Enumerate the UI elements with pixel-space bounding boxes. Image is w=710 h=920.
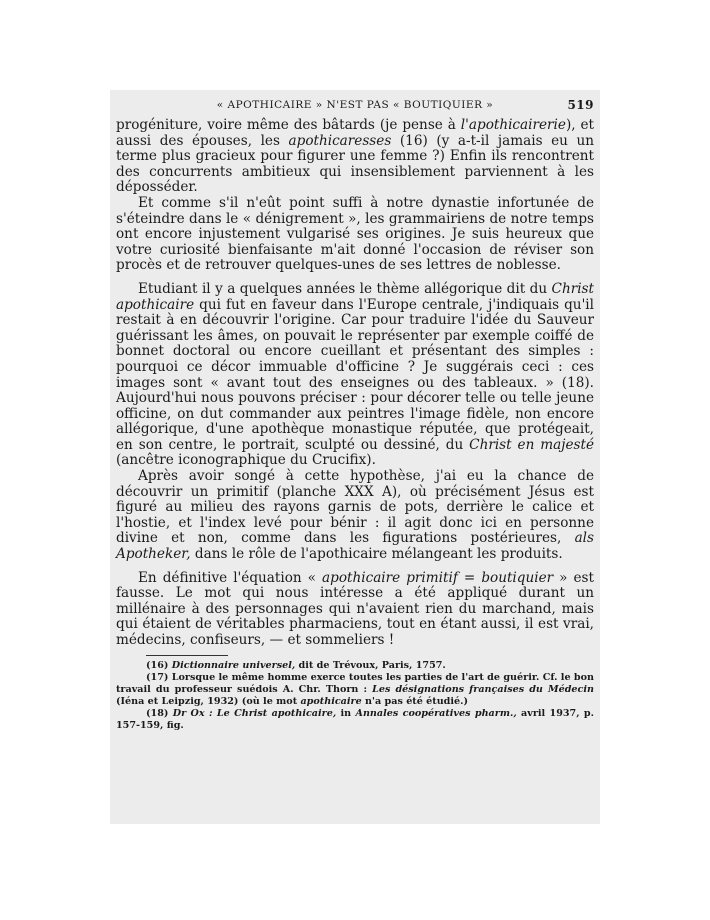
footnote-separator (146, 655, 228, 656)
italic-text: Annales coopératives pharm., (355, 707, 517, 719)
text-run: Après avoir songé à cette hypothèse, j'ai eu la chance de découvrir un primitif (planche XXX A), où précisément Jésus est figuré au milieu des rayons garnis de pots, derrière le calice et l'hostie, et l'index levé pour bénir : il agit donc ici en personne divine et non, comme dans les figurations postérieures, (116, 468, 594, 547)
text-run: En définitive l'équation « (138, 569, 323, 586)
text-run: (17) Lorsque le même homme exerce toutes les parties de l'art de guérir. Cf. le bon travail du professeur suédois A. Chr. Thorn : (116, 671, 594, 695)
text-run: ), et aussi des épouses, les (116, 117, 594, 149)
italic-text: Christ en majesté (469, 436, 594, 453)
text-run: (ancêtre iconographique du Crucifix). (116, 452, 376, 469)
paragraph (116, 196, 594, 274)
paragraph (116, 282, 594, 469)
text-run: (Iéna et Leipzig, 1932) (où le mot (116, 695, 301, 707)
paragraph (116, 118, 594, 196)
italic-text: Dr Ox : Le Christ apothicaire, (172, 707, 337, 719)
text-run: dans le rôle de l'apothicaire mélangeant les produits. (190, 546, 563, 563)
running-title: « APOTHICAIRE » N'EST PAS « BOUTIQUIER » (216, 99, 494, 111)
book-page (110, 90, 600, 824)
text-run: (16) (y a-t-il jamais eu un terme plus gracieux pour figurer une femme ?) Enfin ils rencontrent des concurrents ambitieux qui insensiblement parviennent à les déposséder. (116, 132, 594, 196)
text-run: » est fausse. Le mot qui nous intéresse a été appliqué durant un millénaire à des personnages qui n'avaient rien du marchand, mais qui étaient de véritables pharmaciens, tout en étant aussi, il est vrai, médecins, confiseurs, — et sommeliers ! (116, 569, 594, 648)
italic-text: als Apotheker, (116, 530, 594, 563)
italic-text: Les désignations françaises du Médecin (372, 683, 594, 695)
italic-text: apothicaire primitif = boutiquier (322, 569, 554, 586)
footnote (116, 708, 594, 732)
running-header (116, 96, 594, 118)
page-number: 519 (567, 98, 594, 112)
text-run: Etudiant il y a quelques années le thème allégorique dit du (138, 280, 552, 297)
text-run: dit de Trévoux, Paris, 1757. (295, 659, 446, 671)
text-run: n'a pas été étudié.) (361, 695, 469, 707)
footnote (116, 660, 594, 672)
text-run: in (336, 707, 356, 719)
page-content (116, 96, 594, 732)
italic-text: l'apothicairerie (460, 117, 566, 133)
text-run: (18) (146, 707, 173, 719)
italic-text: apothicaresses (288, 132, 392, 149)
italic-text: Dictionnaire universel, (171, 659, 296, 671)
text-run: progéniture, voire même des bâtards (je pense à (116, 117, 461, 133)
text-run: Et comme s'il n'eût point suffi à notre dynastie infortunée de s'éteindre dans le « dénigrement », les grammairiens de notre temps ont encore injustement vulgarisé ses origines. Je suis heureux que votre curiosité bienfaisante m'ait donné l'occasion de réviser son procès et de retrouver quelques-unes de ses lettres de noblesse. (116, 194, 594, 274)
text-run: qui fut en faveur dans l'Europe centrale, j'indiquais qu'il restait à en découvrir l'origine. Car pour traduire l'idée du Sauveur guérissant les âmes, on pouvait le représenter par exemple coiffé de bonnet doctoral ou encore cueillant et présentant des simples : pourquoi ce décor immuable d'officine ? Je suggérais ceci : ces images sont « avant tout des enseignes ou des tableaux. » (18). Aujourd'hui nous pouvons préciser : pour décorer telle ou telle jeune officine, on dut commander aux peintres l'image fidèle, non encore allégorique, d'une apothèque monastique réputée, que protégeait, en son centre, le portrait, sculpté ou dessiné, du (116, 296, 594, 453)
italic-text: Christ apothicaire (116, 280, 594, 313)
body-text (116, 118, 594, 649)
paragraph (116, 469, 594, 563)
footnotes (116, 660, 594, 732)
italic-text: apothicaire (300, 695, 362, 707)
paragraph (116, 571, 594, 649)
text-run: (16) (146, 659, 172, 671)
footnote (116, 672, 594, 708)
text-run: avril 1937, p. 157-159, fig. (116, 707, 594, 731)
